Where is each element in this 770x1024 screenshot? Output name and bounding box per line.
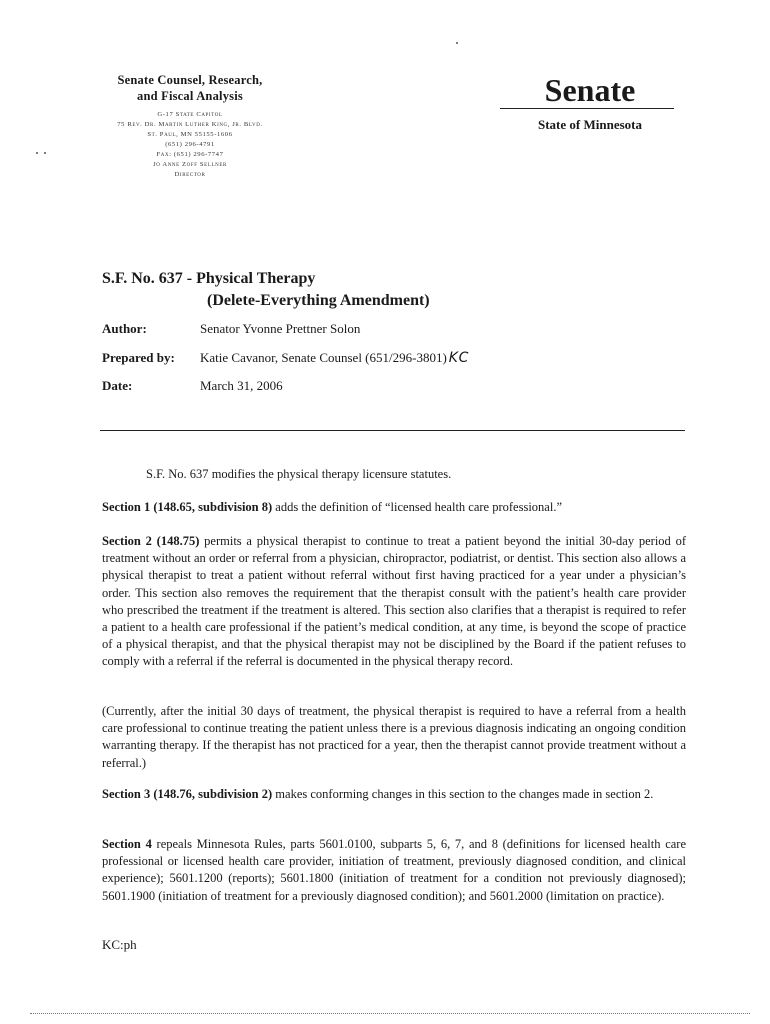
prepared-value: Katie Cavanor, Senate Counsel (651/296-3801)	[200, 350, 447, 365]
current-law-paragraph	[102, 703, 686, 772]
scan-speck	[44, 152, 46, 154]
scan-speck	[456, 42, 458, 44]
intro-paragraph	[102, 466, 686, 483]
section-3-text: makes conforming changes in this section to the changes made in section 2.	[272, 787, 654, 801]
address-line: 75 Rev. Dr. Martin Luther King, Jr. Blvd.	[117, 121, 263, 128]
letterhead-chamber	[500, 72, 680, 133]
author-label: Author:	[102, 321, 147, 336]
date-label: Date:	[102, 378, 133, 393]
chamber-name: Senate	[544, 72, 636, 108]
date-row	[102, 378, 283, 394]
author-value: Senator Yvonne Prettner Solon	[200, 321, 361, 336]
letterhead-office	[70, 72, 310, 180]
section-1-heading: Section 1 (148.65, subdivision 8)	[102, 500, 273, 514]
author-row	[102, 321, 360, 337]
section-3-paragraph	[102, 786, 686, 803]
section-4-heading: Section 4	[102, 837, 152, 851]
scan-edge-dots	[30, 1013, 750, 1014]
date-value: March 31, 2006	[200, 378, 283, 393]
address-line: G-17 State Capitol	[157, 111, 223, 118]
section-2-text: permits a physical therapist to continue to treat a patient beyond the initial 30-day period of treatment without an order or referral from a physician, chiropractor, podiatrist, or dentist. This section also allows a physical therapist to treat a patient without referral without first having practiced for a year under a physician’s order. This section also removes the requirement that the therapist consult with the patient’s health care provider who prescribed the treatment if the treatment is altered. This section also clarifies that a therapist is required to refer a patient to a health care professional if the patient’s medical condition, at any time, is beyond the scope of practice of a physical therapist, and that the physical therapist may not be disciplined by the Board if the patient refuses to comply with a referral if the referral is documented in the physical therapy record.	[102, 534, 686, 669]
header-divider	[100, 430, 685, 431]
prepared-row	[102, 350, 469, 366]
section-2-heading: Section 2 (148.75)	[102, 534, 200, 548]
section-1-text: adds the definition of “licensed health care professional.”	[272, 500, 562, 514]
handwritten-initials: KC	[448, 350, 470, 366]
chamber-underline	[500, 108, 674, 109]
title-amendment: (Delete-Everything Amendment)	[207, 292, 430, 309]
office-name-line2: and Fiscal Analysis	[137, 89, 243, 103]
address-line: Director	[174, 171, 206, 178]
prepared-label: Prepared by:	[102, 350, 175, 365]
intro-bill-ref: S.F. No. 637	[146, 467, 209, 481]
section-1-paragraph	[102, 499, 686, 516]
document-title	[102, 268, 430, 312]
address-line: Jo Anne Zoff Sellner	[153, 161, 227, 168]
address-line: St. Paul, MN 55155-1606	[147, 131, 233, 138]
current-law-text: (Currently, after the initial 30 days of treatment, the physical therapist is required to have a referral from a health care professional to continue treating the patient unless there is a previous diagnosis indicating an ongoing condition warranting therapy. If the therapist has not practiced for a year, then the therapist cannot provide treatment without a referral.)	[102, 704, 686, 770]
office-name-line1: Senate Counsel, Research,	[117, 73, 263, 87]
section-4-paragraph	[102, 836, 686, 905]
state-name: State of Minnesota	[538, 117, 642, 132]
section-4-text: repeals Minnesota Rules, parts 5601.0100, subparts 5, 6, 7, and 8 (definitions for licensed health care professional or licensed health care provider, initiation of treatment, previously diagnosed condition, and clinical experience); 5601.1200 (reports); 5601.1800 (initiation of treatment for a condition not previously diagnosed); 5601.1900 (initiation of treatment for a previously diagnosed condition); and 5601.2000 (limitation on practice).	[102, 837, 686, 903]
address-line: Fax: (651) 296-7747	[156, 151, 224, 158]
scan-speck	[36, 152, 38, 154]
title-bill: S.F. No. 637 - Physical Therapy	[102, 270, 316, 287]
address-line: (651) 296-4791	[165, 141, 215, 148]
signoff: KC:ph	[102, 937, 137, 952]
office-address	[70, 110, 310, 180]
intro-text: modifies the physical therapy licensure statutes.	[208, 467, 452, 481]
section-3-heading: Section 3 (148.76, subdivision 2)	[102, 787, 273, 801]
section-2-paragraph	[102, 533, 686, 671]
